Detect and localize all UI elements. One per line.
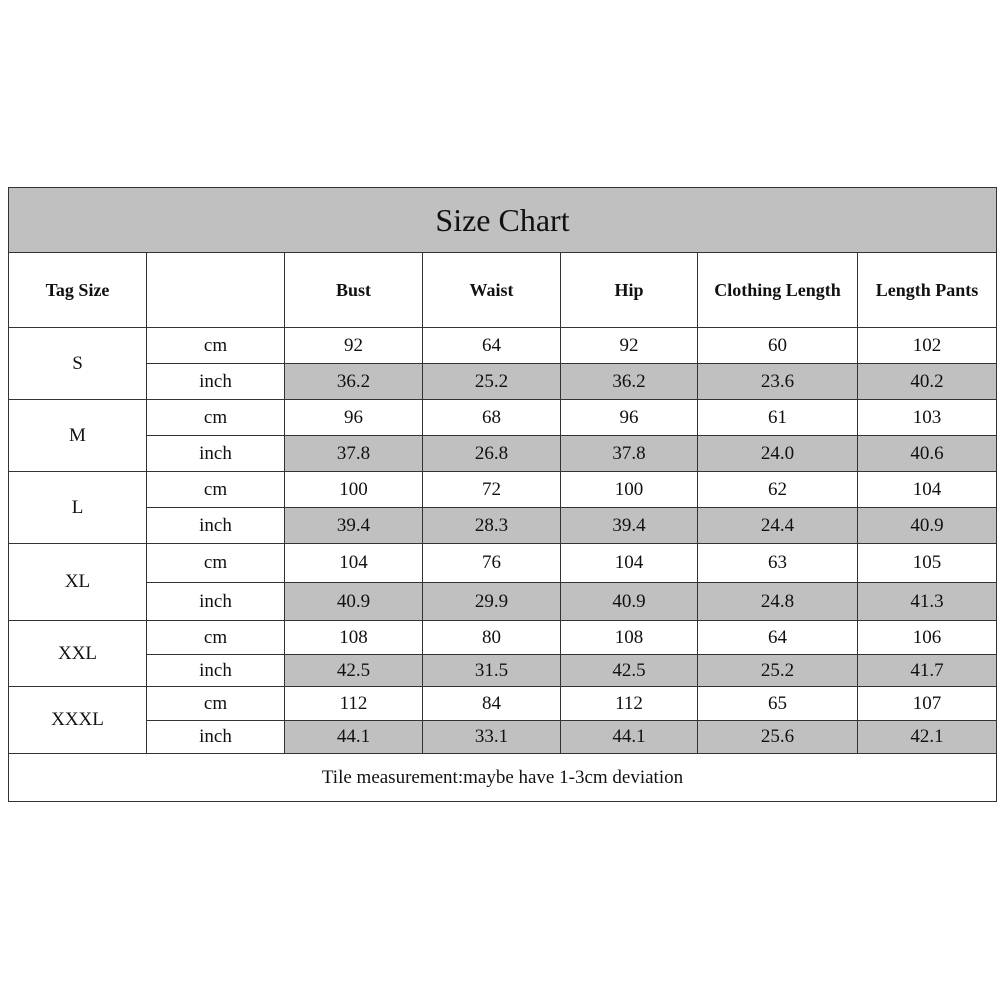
unit-cell: cm: [147, 400, 285, 436]
unit-cell: inch: [147, 364, 285, 400]
table-row: [9, 436, 997, 472]
measurement-cell: 33.1: [423, 721, 561, 754]
unit-cell: cm: [147, 328, 285, 364]
measurement-cell: 36.2: [285, 364, 423, 400]
measurement-cell: 44.1: [561, 721, 698, 754]
unit-cell: inch: [147, 655, 285, 687]
measurement-cell: 100: [561, 472, 698, 508]
measurement-cell: 31.5: [423, 655, 561, 687]
unit-cell: inch: [147, 436, 285, 472]
measurement-cell: 44.1: [285, 721, 423, 754]
measurement-cell: 40.6: [858, 436, 997, 472]
table-row: [9, 687, 997, 721]
unit-cell: inch: [147, 508, 285, 544]
tag-size-cell: XL: [9, 544, 147, 621]
measurement-cell: 68: [423, 400, 561, 436]
column-header: Tag Size: [9, 253, 147, 328]
measurement-cell: 29.9: [423, 583, 561, 621]
unit-cell: inch: [147, 721, 285, 754]
measurement-cell: 39.4: [561, 508, 698, 544]
measurement-cell: 42.5: [285, 655, 423, 687]
column-header: Bust: [285, 253, 423, 328]
footer-note: Tile measurement:maybe have 1-3cm deviation: [9, 754, 997, 802]
measurement-cell: 62: [698, 472, 858, 508]
measurement-cell: 112: [561, 687, 698, 721]
tag-size-cell: XXXL: [9, 687, 147, 754]
measurement-cell: 108: [285, 621, 423, 655]
measurement-cell: 23.6: [698, 364, 858, 400]
measurement-cell: 36.2: [561, 364, 698, 400]
measurement-cell: 96: [561, 400, 698, 436]
measurement-cell: 42.5: [561, 655, 698, 687]
measurement-cell: 104: [285, 544, 423, 583]
table-row: [9, 364, 997, 400]
measurement-cell: 63: [698, 544, 858, 583]
column-header: Hip: [561, 253, 698, 328]
measurement-cell: 24.4: [698, 508, 858, 544]
measurement-cell: 84: [423, 687, 561, 721]
measurement-cell: 102: [858, 328, 997, 364]
table-row: [9, 400, 997, 436]
measurement-cell: 41.3: [858, 583, 997, 621]
table-row: [9, 621, 997, 655]
measurement-cell: 25.6: [698, 721, 858, 754]
unit-cell: cm: [147, 621, 285, 655]
measurement-cell: 104: [561, 544, 698, 583]
measurement-cell: 39.4: [285, 508, 423, 544]
measurement-cell: 40.9: [858, 508, 997, 544]
column-header: Length Pants: [858, 253, 997, 328]
measurement-cell: 76: [423, 544, 561, 583]
measurement-cell: 106: [858, 621, 997, 655]
unit-cell: cm: [147, 544, 285, 583]
measurement-cell: 64: [423, 328, 561, 364]
measurement-cell: 61: [698, 400, 858, 436]
tag-size-cell: M: [9, 400, 147, 472]
unit-cell: cm: [147, 472, 285, 508]
unit-cell: cm: [147, 687, 285, 721]
column-header: [147, 253, 285, 328]
measurement-cell: 41.7: [858, 655, 997, 687]
measurement-cell: 107: [858, 687, 997, 721]
measurement-cell: 72: [423, 472, 561, 508]
measurement-cell: 80: [423, 621, 561, 655]
table-row: [9, 583, 997, 621]
measurement-cell: 100: [285, 472, 423, 508]
measurement-cell: 24.8: [698, 583, 858, 621]
measurement-cell: 24.0: [698, 436, 858, 472]
tag-size-cell: XXL: [9, 621, 147, 687]
measurement-cell: 28.3: [423, 508, 561, 544]
measurement-cell: 37.8: [285, 436, 423, 472]
measurement-cell: 104: [858, 472, 997, 508]
column-header: Waist: [423, 253, 561, 328]
measurement-cell: 92: [561, 328, 698, 364]
table-row: [9, 508, 997, 544]
measurement-cell: 42.1: [858, 721, 997, 754]
measurement-cell: 40.9: [285, 583, 423, 621]
tag-size-cell: L: [9, 472, 147, 544]
size-chart-table: [8, 187, 997, 802]
measurement-cell: 108: [561, 621, 698, 655]
measurement-cell: 96: [285, 400, 423, 436]
tag-size-cell: S: [9, 328, 147, 400]
measurement-cell: 103: [858, 400, 997, 436]
measurement-cell: 40.2: [858, 364, 997, 400]
unit-cell: inch: [147, 583, 285, 621]
chart-title: Size Chart: [9, 188, 997, 253]
column-header: Clothing Length: [698, 253, 858, 328]
table-row: [9, 328, 997, 364]
measurement-cell: 25.2: [698, 655, 858, 687]
measurement-cell: 37.8: [561, 436, 698, 472]
table-row: [9, 544, 997, 583]
measurement-cell: 26.8: [423, 436, 561, 472]
measurement-cell: 40.9: [561, 583, 698, 621]
table-row: [9, 721, 997, 754]
measurement-cell: 60: [698, 328, 858, 364]
measurement-cell: 92: [285, 328, 423, 364]
table-row: [9, 655, 997, 687]
table-row: [9, 472, 997, 508]
measurement-cell: 64: [698, 621, 858, 655]
measurement-cell: 105: [858, 544, 997, 583]
measurement-cell: 65: [698, 687, 858, 721]
measurement-cell: 25.2: [423, 364, 561, 400]
measurement-cell: 112: [285, 687, 423, 721]
